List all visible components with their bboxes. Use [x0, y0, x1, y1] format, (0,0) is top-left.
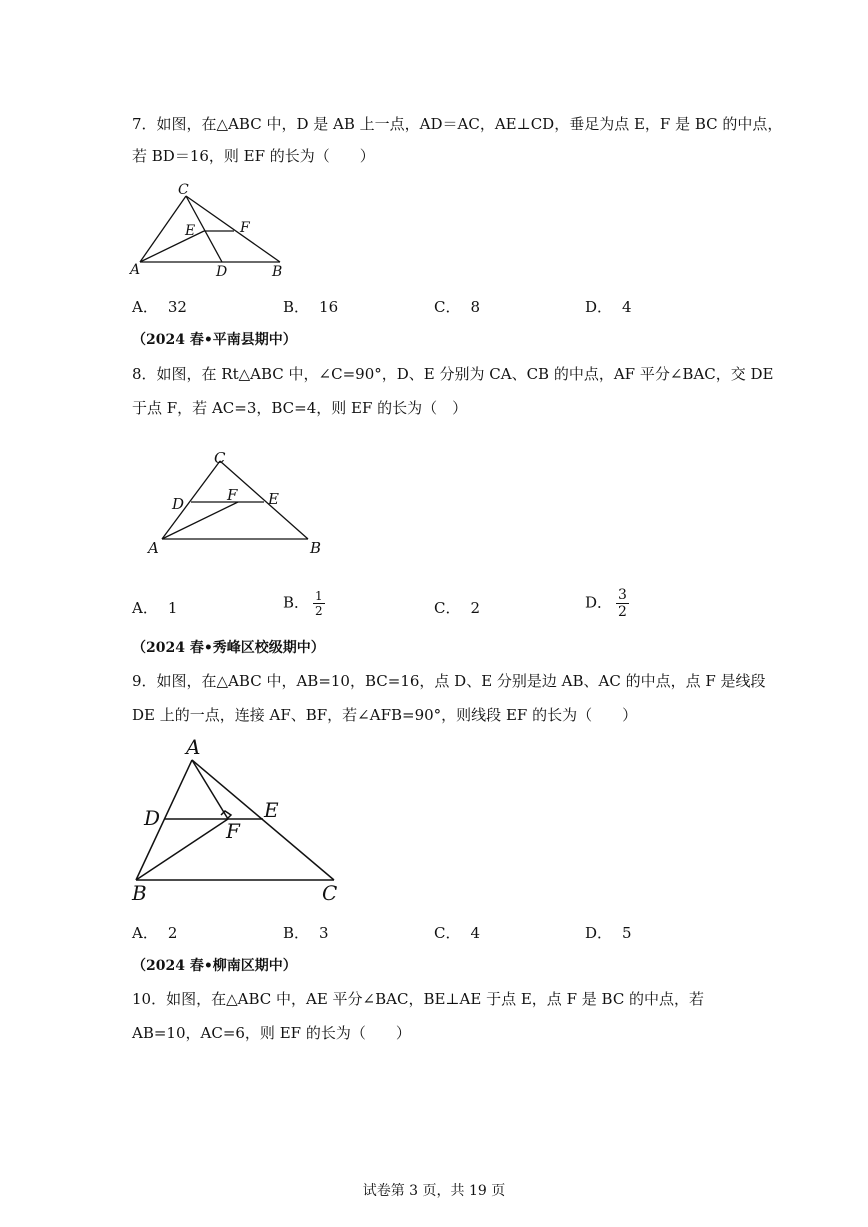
q7-option-d[interactable]: D． 4 [585, 298, 632, 316]
q7-label-a: A [130, 262, 141, 278]
q9-option-c[interactable]: C． 4 [434, 924, 481, 942]
q9-label-c: C [322, 881, 338, 905]
q9-option-b[interactable]: B． 3 [283, 924, 329, 942]
q8-label-d: D [172, 495, 185, 513]
q9-label-b: B [132, 881, 147, 905]
fraction: $\frac{3}{2}$ [618, 587, 627, 620]
q8-option-b[interactable]: B． $\frac{1}{2}$ [283, 589, 323, 618]
q7-label-e: E [185, 223, 196, 239]
q8-option-c[interactable]: C． 2 [434, 599, 481, 617]
q8-option-d[interactable]: D． $\frac{3}{2}$ [585, 587, 627, 620]
q7-label-b: B [272, 264, 283, 280]
q8-label-c: C [214, 449, 226, 467]
q7-label-f: F [240, 220, 250, 236]
q8-label-a: A [148, 539, 159, 557]
q7-option-b[interactable]: B． 16 [283, 298, 339, 316]
q7-stem-line1: 7．如图，在△ABC 中，D 是 AB 上一点，AD＝AC，AE⊥CD，垂足为点 E，F 是 BC 的中点， [132, 115, 783, 133]
q9-label-e: E [264, 798, 279, 822]
q8-figure [140, 445, 340, 560]
q7-figure [128, 180, 298, 280]
q10-stem-line2: AB=10，AC=6，则 EF 的长为（ ） [132, 1024, 411, 1042]
q9-stem-line1: 9．如图，在△ABC 中，AB=10，BC=16，点 D、E 分别是边 AB、AC 的中点，点 F 是线段 [132, 672, 766, 690]
q9-source: （2024 春•秀峰区校级期中） [132, 640, 325, 656]
q9-label-d: D [144, 806, 161, 830]
q7-option-a[interactable]: A． 32 [132, 298, 187, 316]
q7-label-c: C [178, 182, 189, 198]
q8-label-e: E [268, 490, 279, 508]
q9-label-f: F [226, 819, 240, 843]
q7-option-c[interactable]: C． 8 [434, 298, 481, 316]
q10-source: （2024 春•柳南区期中） [132, 958, 297, 974]
fraction: $\frac{1}{2}$ [315, 589, 323, 618]
q7-stem-line2: 若 BD＝16，则 EF 的长为（ ） [132, 147, 375, 165]
q8-source: （2024 春•平南县期中） [132, 332, 297, 348]
q7-label-d: D [216, 264, 228, 280]
q8-label-b: B [310, 539, 322, 557]
q10-stem-line1: 10．如图，在△ABC 中，AE 平分∠BAC，BE⊥AE 于点 E，点 F 是 BC 的中点，若 [132, 990, 705, 1008]
q9-stem-line2: DE 上的一点，连接 AF、BF，若∠AFB=90°，则线段 EF 的长为（ ） [132, 706, 638, 724]
q8-option-a[interactable]: A． 1 [132, 599, 178, 617]
q9-label-a: A [186, 735, 201, 759]
q8-stem-line1: 8．如图，在 Rt△ABC 中，∠C=90°，D、E 分别为 CA、CB 的中点，AF 平分∠BAC，交 DE [132, 365, 774, 383]
page-footer: 试卷第 3 页，共 19 页 [362, 1183, 506, 1199]
q8-label-f: F [227, 486, 238, 504]
q9-option-d[interactable]: D． 5 [585, 924, 632, 942]
q8-stem-line2: 于点 F，若 AC=3，BC=4，则 EF 的长为（ ） [132, 399, 468, 417]
q9-figure [126, 732, 356, 912]
q9-option-a[interactable]: A． 2 [132, 924, 178, 942]
